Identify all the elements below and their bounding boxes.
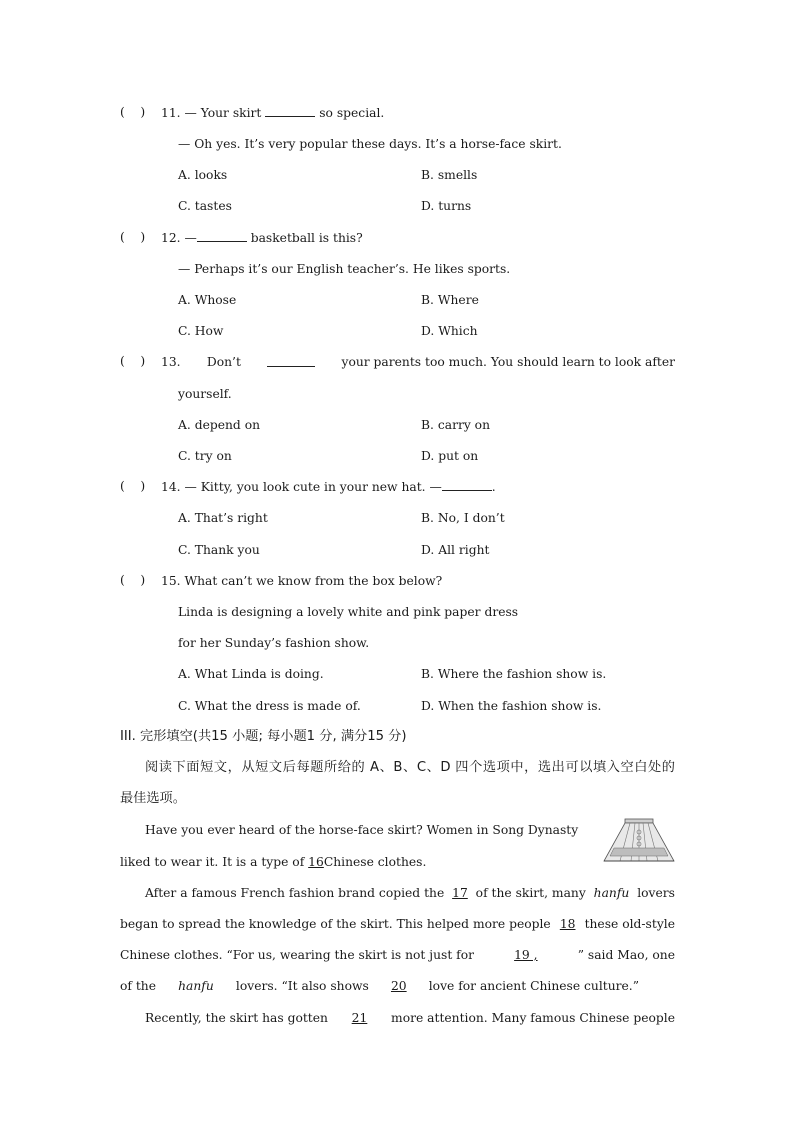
section-heading: III. 完形填空(共15 小题; 每小题1 分, 满分15 分)	[120, 729, 407, 744]
blank-19[interactable]: 19 ,	[514, 948, 538, 962]
passage-text: love for ancient Chinese culture.”	[428, 979, 639, 993]
passage-text: Chinese clothes. “For us, wearing the skirt is not just for	[120, 948, 474, 962]
question-stem	[161, 354, 675, 370]
passage-line	[120, 947, 675, 963]
passage-line: Have you ever heard of the horse-face skirt? Women in Song Dynasty	[145, 823, 579, 837]
option-a[interactable]: A. depend on	[178, 418, 261, 432]
passage-text: of the skirt, many	[475, 886, 586, 900]
blank-18[interactable]: 18	[559, 917, 576, 931]
option-c[interactable]: C. Thank you	[178, 543, 260, 557]
passage-text: these old-style	[584, 917, 675, 931]
passage-text: ” said Mao, one	[577, 948, 675, 962]
answer-paren[interactable]: ( )	[120, 354, 146, 368]
option-a[interactable]: A. What Linda is doing.	[178, 667, 324, 681]
passage-text: Recently, the skirt has gotten	[145, 1011, 328, 1025]
answer-blank[interactable]	[442, 479, 492, 491]
section-instruction-cont: 最佳选项。	[120, 791, 186, 806]
question-number: 15.	[161, 574, 181, 588]
passage-line	[145, 885, 675, 901]
question-text-cont: .	[491, 480, 496, 494]
passage-line	[120, 854, 426, 870]
question-text-cont: so special.	[319, 106, 385, 120]
option-b[interactable]: B. carry on	[421, 418, 491, 432]
passage-text: After a famous French fashion brand copied the	[145, 886, 445, 900]
question-number: 12.	[161, 231, 181, 245]
question-text: —	[184, 231, 197, 245]
option-a[interactable]: A. That’s right	[178, 511, 268, 525]
option-d[interactable]: D. turns	[421, 199, 472, 213]
option-d[interactable]: D. All right	[421, 543, 490, 557]
passage-line	[145, 1010, 675, 1026]
answer-paren[interactable]: ( )	[120, 230, 146, 244]
response-line: — Perhaps it’s our English teacher’s. He likes sports.	[178, 262, 511, 276]
passage-text: more attention. Many famous Chinese people	[391, 1011, 675, 1025]
question-stem	[161, 573, 442, 589]
passage-term: hanfu	[593, 886, 630, 900]
answer-blank[interactable]	[267, 355, 315, 367]
question-text: — Kitty, you look cute in your new hat. —	[184, 480, 442, 494]
passage-text: of the	[120, 979, 157, 993]
option-b[interactable]: B. Where the fashion show is.	[421, 667, 607, 681]
answer-paren[interactable]: ( )	[120, 105, 146, 119]
option-b[interactable]: B. smells	[421, 168, 478, 182]
blank-16[interactable]: 16	[308, 855, 324, 869]
passage-text: began to spread the knowledge of the skirt. This helped more people	[120, 917, 551, 931]
option-d[interactable]: D. Which	[421, 324, 478, 338]
section-instruction: 阅读下面短文，从短文后每题所给的 A、B、C、D 四个选项中，选出可以填入空白处的	[145, 760, 675, 775]
question-number: 14.	[161, 480, 181, 494]
answer-blank[interactable]	[197, 230, 247, 242]
passage-term: hanfu	[178, 979, 214, 993]
question-text: Don’t	[206, 355, 241, 369]
option-c[interactable]: C. tastes	[178, 199, 232, 213]
box-text-line: for her Sunday’s fashion show.	[178, 636, 370, 650]
answer-paren[interactable]: ( )	[120, 479, 146, 493]
question-text: What can’t we know from the box below?	[184, 574, 443, 588]
answer-blank[interactable]	[265, 105, 315, 117]
answer-paren[interactable]: ( )	[120, 573, 146, 587]
option-b[interactable]: B. Where	[421, 293, 479, 307]
horse-face-skirt-image	[602, 818, 676, 864]
question-text-cont: basketball is this?	[250, 231, 363, 245]
question-continuation: yourself.	[178, 387, 232, 401]
passage-text: liked to wear it. It is a type of	[120, 855, 305, 869]
option-d[interactable]: D. put on	[421, 449, 479, 463]
question-number: 13.	[161, 355, 181, 369]
passage-line	[120, 916, 675, 932]
question-stem	[161, 230, 363, 246]
passage-text: lovers. “It also shows	[235, 979, 369, 993]
question-stem	[161, 105, 384, 121]
blank-17[interactable]: 17	[452, 886, 468, 900]
option-c[interactable]: C. try on	[178, 449, 232, 463]
option-c[interactable]: C. How	[178, 324, 224, 338]
blank-21[interactable]: 21	[351, 1011, 368, 1025]
question-text: — Your skirt	[184, 106, 262, 120]
box-text-line: Linda is designing a lovely white and pink paper dress	[178, 605, 519, 619]
response-line: — Oh yes. It’s very popular these days. It’s a horse-face skirt.	[178, 137, 562, 151]
passage-text: lovers	[637, 886, 675, 900]
option-a[interactable]: A. looks	[178, 168, 228, 182]
option-d[interactable]: D. When the fashion show is.	[421, 699, 602, 713]
question-text-cont: your parents too much. You should learn to look after	[341, 355, 675, 369]
passage-line	[120, 978, 639, 994]
option-a[interactable]: A. Whose	[178, 293, 237, 307]
question-number: 11.	[161, 106, 181, 120]
blank-20[interactable]: 20	[390, 979, 407, 993]
passage-text: Chinese clothes.	[323, 855, 427, 869]
question-stem	[161, 479, 496, 495]
option-c[interactable]: C. What the dress is made of.	[178, 699, 361, 713]
option-b[interactable]: B. No, I don’t	[421, 511, 505, 525]
